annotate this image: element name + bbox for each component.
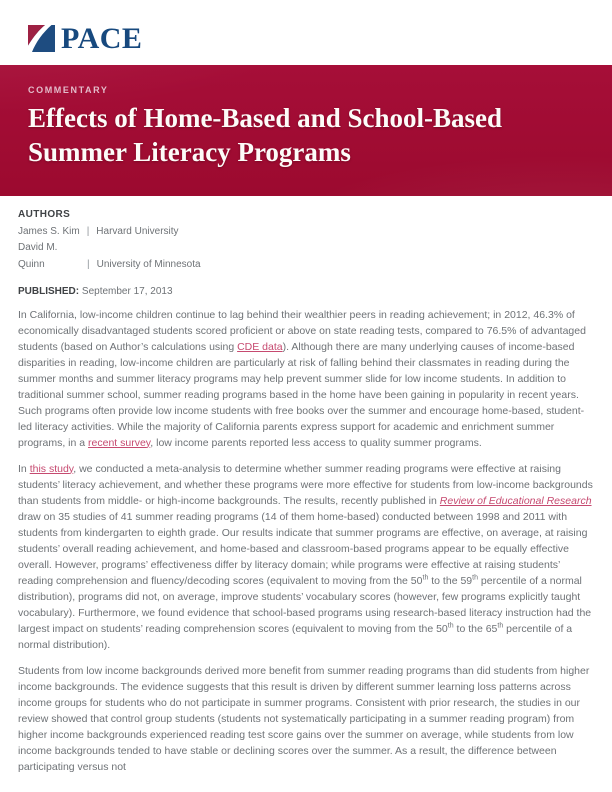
author-row-3 (18, 259, 595, 270)
published-date: September 17, 2013 (81, 285, 173, 297)
author-name: David M. (18, 242, 58, 253)
published-row (18, 286, 595, 297)
author-row-2 (18, 242, 595, 253)
recent-survey-link[interactable]: recent survey (88, 436, 151, 449)
page-title (28, 102, 588, 169)
pace-logo-icon (28, 25, 55, 52)
author-name: Quinn (18, 258, 45, 270)
body-paragraph-2: In this study, we conducted a meta-analysis to determine whether summer reading programs were effective at raising students’ literacy achievement, and whether these programs were more effective for students from low-income backgrounds than students from middle- or high-income backgrounds. The results, recently published in Review of Educational Research draw on 35 studies of 41 summer reading programs (14 of them home-based) conducted between 1998 and 2011 with students from kindergarten to eighth grade. Our results indicate that summer programs are effective, on average, at raising students’ overall reading achievement, and home-based and classroom-based programs appear to be equally effective overall. However, programs’ effectiveness differ by literacy domain; while programs were effective at raising students’ reading comprehension and fluency/decoding scores (equivalent to moving from the 50th to the 59th percentile of a normal distribution), programs did not, on average, improve students’ vocabulary scores (however, few programs explicitly taught vocabulary). Furthermore, we found evidence that school-based programs using research-based literacy instruction had the largest impact on students’ reading comprehension scores (equivalent to moving from the 50th to the 65th percentile of a normal distribution). (18, 462, 593, 651)
page-title-line-1: Effects of Home-Based and School-Based (28, 103, 502, 133)
author-name: James S. Kim (18, 225, 80, 237)
body-copy (18, 307, 595, 775)
pace-logo-text: PACE (61, 21, 143, 55)
body-paragraph-1: In California, low-income children continue to lag behind their wealthier peers in reading achievement; in 2012, 46.3% of economically disadvantaged students scored proficient or above on state reading tests, compared to 76.5% of advantaged students (based on Author’s calculations using CDE data). Although there are many underlying causes of income-based disparities in reading, low-income children are particularly at risk of falling behind their classmates in reading during the summer months and summer literacy programs may help prevent summer slide for low income students. In addition to traditional summer school, summer reading programs based in the home have been gaining in popularity in recent years. Such programs often provide low income students with free books over the summer and encourage home-based, student-led literacy activities. While the majority of California parents express support for academic and enrichment summer programs, in a recent survey, low income parents reported less access to quality summer programs. (18, 308, 586, 449)
ordinal-superscript: th (447, 622, 454, 629)
body-paragraph-3: Students from low income backgrounds derived more benefit from summer reading programs than did students from higher income backgrounds. The evidence suggests that this result is driven by different summer learning loss patterns across income groups for students who do not participate in summer programs. Consistent with prior research, the studies in our review showed that control group students (students not systematically participating in a summer reading program) from higher income backgrounds experienced reading test score gains over the summer on average, while students from low income backgrounds tended to have stable or declining scores over the summer. As a result, the difference between participating versus not (18, 664, 590, 773)
author-affiliation: Harvard University (96, 225, 179, 237)
pipe-separator: | (86, 225, 90, 237)
review-of-educational-research-link[interactable]: Review of Educational Research (439, 494, 592, 507)
content-area (18, 196, 595, 775)
this-study-link[interactable]: this study (29, 462, 74, 475)
header-band (0, 65, 612, 196)
ordinal-superscript: th (472, 574, 478, 581)
author-row-1 (18, 226, 595, 237)
cde-data-link[interactable]: CDE data (237, 340, 283, 353)
page-title-line-2: Summer Literacy Programs (28, 136, 351, 167)
commentary-kicker: COMMENTARY (28, 85, 109, 95)
author-affiliation: University of Minnesota (96, 258, 201, 270)
published-label: PUBLISHED: (18, 285, 80, 297)
ordinal-superscript: th (422, 574, 429, 581)
authors-label: AUTHORS (18, 209, 71, 220)
ordinal-superscript: th (497, 622, 504, 629)
pipe-separator: | (87, 258, 90, 270)
pace-logo (28, 21, 143, 55)
